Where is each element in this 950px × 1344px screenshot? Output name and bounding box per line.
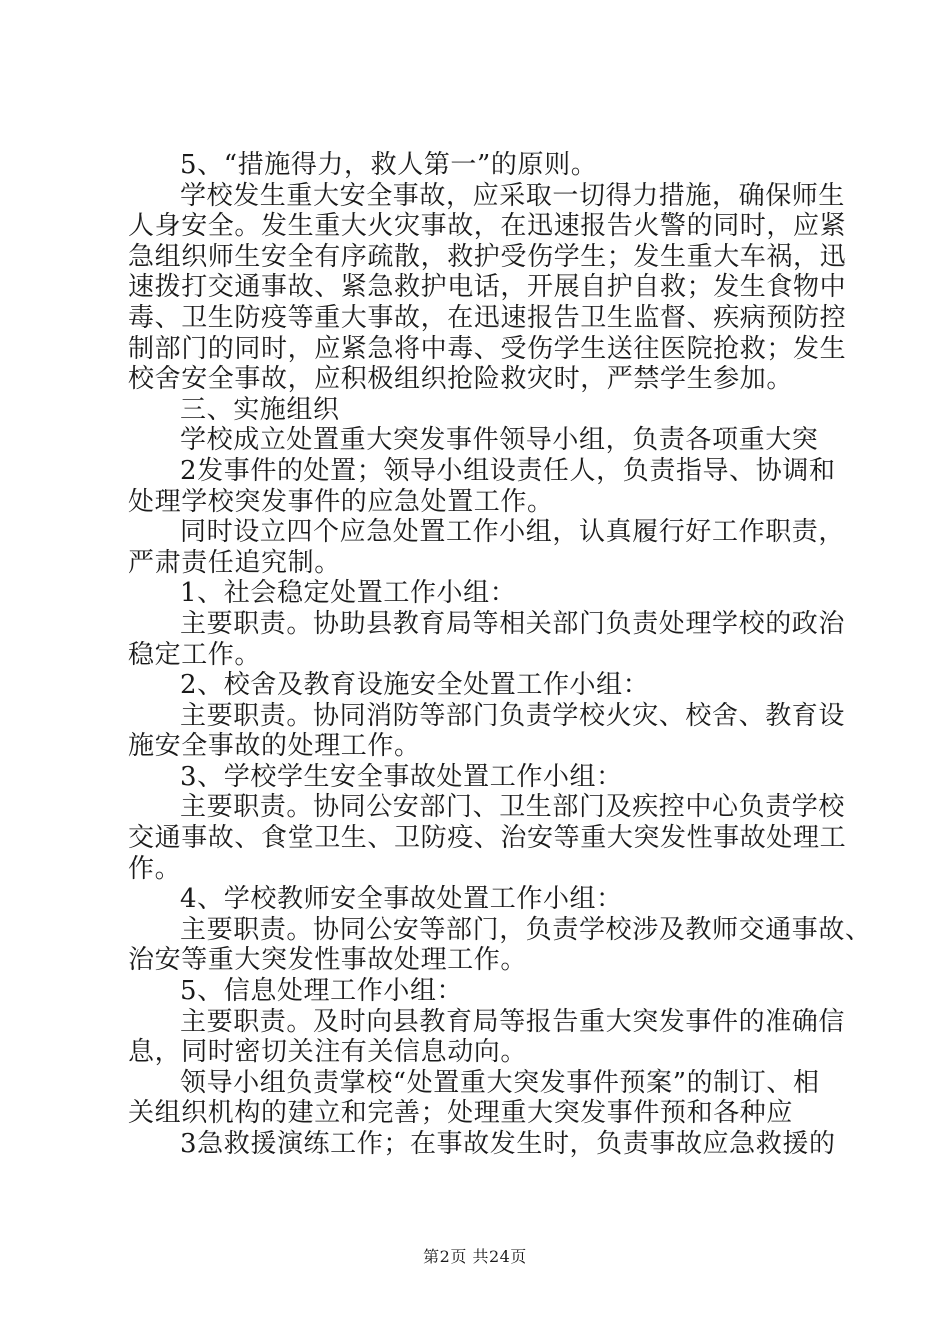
text-line: 交通事故、食堂卫生、卫防疫、治安等重大突发性事故处理工: [128, 823, 847, 854]
text-line: 学校成立处置重大突发事件领导小组，负责各项重大突: [180, 425, 819, 456]
text-line: 校舍安全事故，应积极组织抢险救灾时，严禁学生参加。: [128, 364, 794, 395]
text-line: 3、学校学生安全事故处置工作小组：: [180, 761, 623, 792]
text-line: 急组织师生安全有序疏散，救护受伤学生；发生重大车祸，迅: [128, 241, 847, 272]
text-line: 同时设立四个应急处置工作小组，认真履行好工作职责，: [180, 517, 846, 548]
text-line: 作。: [128, 853, 182, 884]
text-line: 2、校舍及教育设施安全处置工作小组：: [180, 670, 650, 701]
text-line: 关组织机构的建立和完善；处理重大突发事件预和各种应: [128, 1098, 794, 1129]
text-line: 主要职责。及时向县教育局等报告重大突发事件的准确信: [180, 1006, 846, 1037]
text-line: 5、信息处理工作小组：: [180, 976, 464, 1007]
text-line: 1、社会稳定处置工作小组：: [180, 578, 517, 609]
text-line: 主要职责。协助县教育局等相关部门负责处理学校的政治: [180, 608, 846, 639]
text-line: 人身安全。发生重大火灾事故，在迅速报告火警的同时，应紧: [128, 211, 847, 242]
text-line: 主要职责。协同公安部门、卫生部门及疾控中心负责学校: [180, 792, 846, 823]
text-line: 稳定工作。: [128, 639, 262, 670]
text-line: 主要职责。协同消防等部门负责学校火灾、校舍、教育设: [180, 700, 846, 731]
text-line: 治安等重大突发性事故处理工作。: [128, 945, 528, 976]
text-line: 制部门的同时，应紧急将中毒、受伤学生送往医院抢救；发生: [128, 333, 847, 364]
document-body: [128, 150, 872, 1160]
text-line: 速拨打交通事故、紧急救护电话，开展自护自救；发生食物中: [128, 272, 847, 303]
text-line: 4、学校教师安全事故处置工作小组：: [180, 884, 623, 915]
page-footer: 第2页 共24页: [423, 1247, 527, 1266]
text-line: 2发事件的处置；领导小组设责任人，负责指导、协调和: [180, 455, 836, 486]
text-line: 施安全事故的处理工作。: [128, 731, 421, 762]
text-line: 主要职责。协同公安等部门，负责学校涉及教师交通事故、: [180, 914, 872, 945]
text-line: 严肃责任追究制。: [128, 547, 341, 578]
text-line: 学校发生重大安全事故，应采取一切得力措施，确保师生: [180, 180, 846, 211]
text-line: 领导小组负责掌校“处置重大突发事件预案”的制订、相: [180, 1067, 820, 1098]
text-line: 5、“措施得力，救人第一”的原则。: [180, 150, 598, 180]
text-line: 三、实施组织: [180, 394, 340, 425]
text-line: 3急救援演练工作；在事故发生时，负责事故应急救援的: [180, 1129, 836, 1159]
text-line: 毒、卫生防疫等重大事故，在迅速报告卫生监督、疾病预防控: [128, 302, 847, 333]
text-line: 息，同时密切关注有关信息动向。: [128, 1037, 528, 1068]
text-line: 处理学校突发事件的应急处置工作。: [128, 486, 554, 517]
